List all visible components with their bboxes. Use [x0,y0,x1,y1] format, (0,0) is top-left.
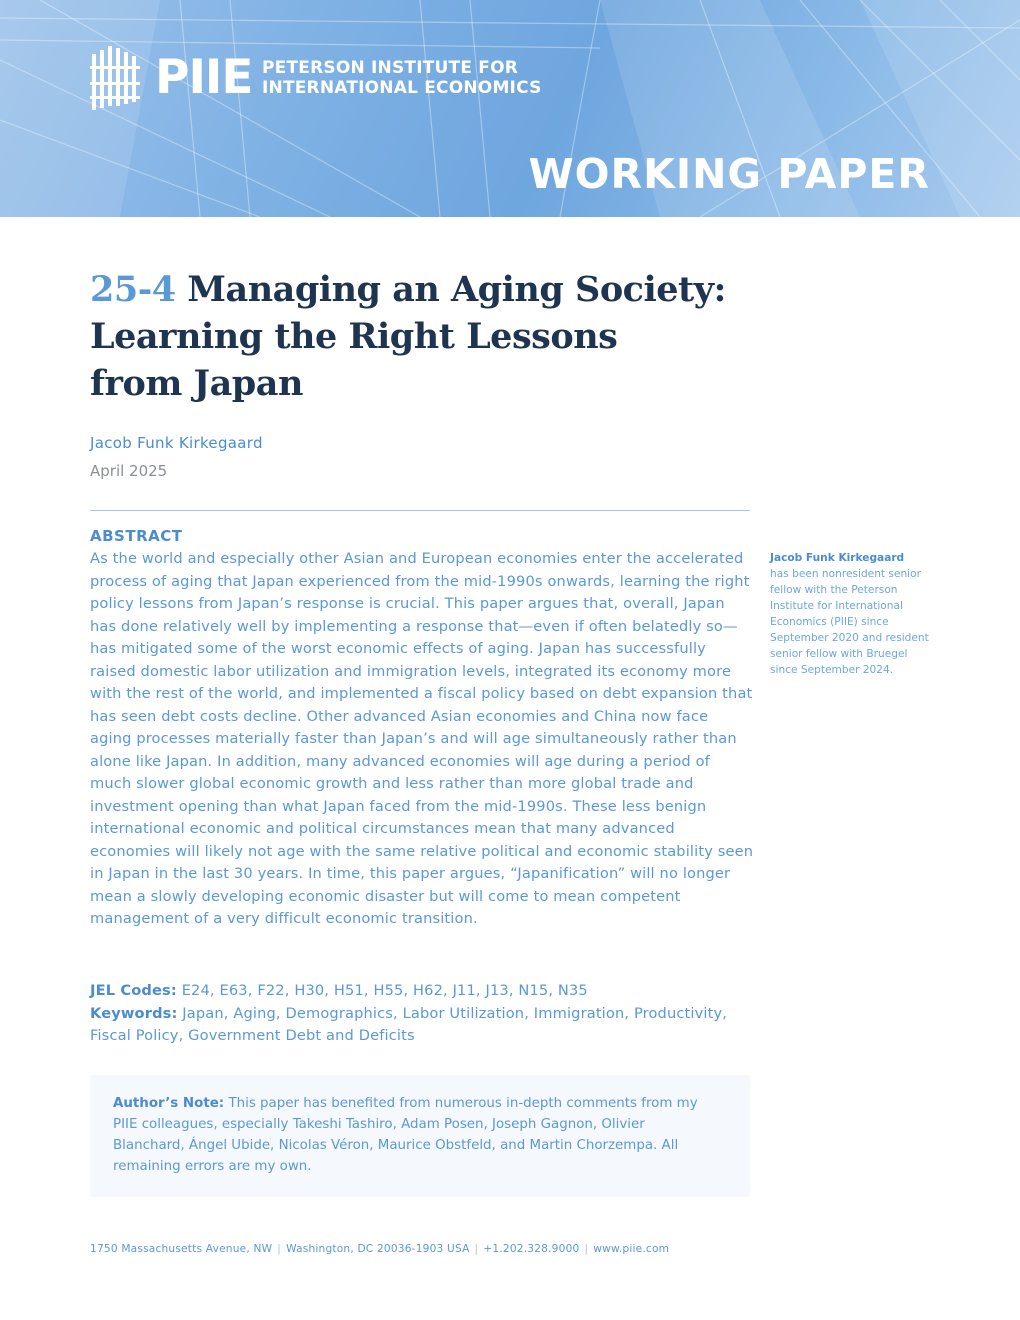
authors-note-box [90,1075,750,1197]
abstract-body: As the world and especially other Asian and European economies enter the accelerated process of aging that Japan experienced from the mid-1990s onwards, learning the right policy lessons from Japan’s response is crucial. This paper argues that, overall, Japan has done relatively well by implementing a response that—even if often belatedly so—has mitigated some of the worst economic effects of aging. Japan has successfully raised domestic labor utilization and immigration levels, integrated its economy more with the rest of the world, and implemented a fiscal policy based on debt expansion that has seen debt costs decline. Other advanced Asian economies and China now face aging processes materially faster than Japan’s and will age simultaneously rather than alone like Japan. In addition, many advanced economies will age during a period of much slower global economic growth and less rather than more global trade and investment opening than what Japan faced from the mid-1990s. These less benign international economic and political circumstances mean that many advanced economies will likely not age with the same relative political and economic stability seen in Japan in the last 30 years. In time, this paper argues, “Japanification” will no longer mean a slowly developing economic disaster but will come to mean competent management of a very difficult economic transition. [90,550,754,927]
jel-label: JEL Codes: [90,982,177,999]
jel-codes: E24, E63, F22, H30, H51, H55, H62, J11, J13, N15, N35 [181,982,588,999]
footer-contact [90,1243,669,1255]
footer-separator: | [474,1243,479,1255]
logo-line-1: PETERSON INSTITUTE FOR [262,58,519,78]
footer-address: 1750 Massachusetts Avenue, NW [90,1243,273,1255]
keywords: Japan, Aging, Demographics, Labor Utilization, Immigration, Productivity, Fiscal Policy, Government Debt and Deficits [90,1004,728,1044]
note-label: Author’s Note: [113,1096,225,1111]
publication-date: April 2025 [90,462,168,480]
footer-separator: | [584,1243,589,1255]
footer-city: Washington, DC 20036-1903 USA [286,1243,470,1255]
logo-line-2: INTERNATIONAL ECONOMICS [262,78,542,98]
abstract-heading: ABSTRACT [90,527,183,545]
note-text: This paper has benefited from numerous in-depth comments from my PIIE colleagues, especially Takeshi Tashiro, Adam Posen, Joseph Gagnon, Olivier Blanchard, Ángel Ubide, Nicolas Véron, Maurice Obstfeld, and Martin Chorzempa. All remaining errors are my own. [113,1096,698,1174]
classification-block [90,980,754,1048]
header-banner [0,0,1020,217]
piie-logo-icon [90,44,142,112]
footer-website-link[interactable]: www.piie.com [593,1243,670,1255]
paper-number: 25-4 [90,269,176,310]
jel-codes-row [90,980,754,1003]
keywords-label: Keywords: [90,1004,178,1022]
paper-title [90,266,730,407]
authors-note [113,1093,713,1177]
sidebar-author-name: Jacob Funk Kirkegaard [770,552,905,564]
footer-separator: | [277,1243,282,1255]
keywords-row [90,1003,754,1048]
series-label: WORKING PAPER [528,150,930,198]
footer-phone: +1.202.328.9000 [483,1243,580,1255]
logo-acronym: PIIE [155,50,253,105]
title-line-1: Managing an Aging Society: [187,269,726,310]
sidebar-bio: has been nonresident senior fellow with the Peterson Institute for International Economics (PIIE) since September 2020 and resident senior fellow with Bruegel since September 2024. [770,568,929,676]
title-line-2: Learning the Right Lessons [90,316,618,357]
author-bio-sidebar [770,550,930,678]
title-line-3: from Japan [90,363,303,404]
author-name: Jacob Funk Kirkegaard [90,434,263,452]
logo-fullname [262,58,542,98]
divider [90,510,750,511]
